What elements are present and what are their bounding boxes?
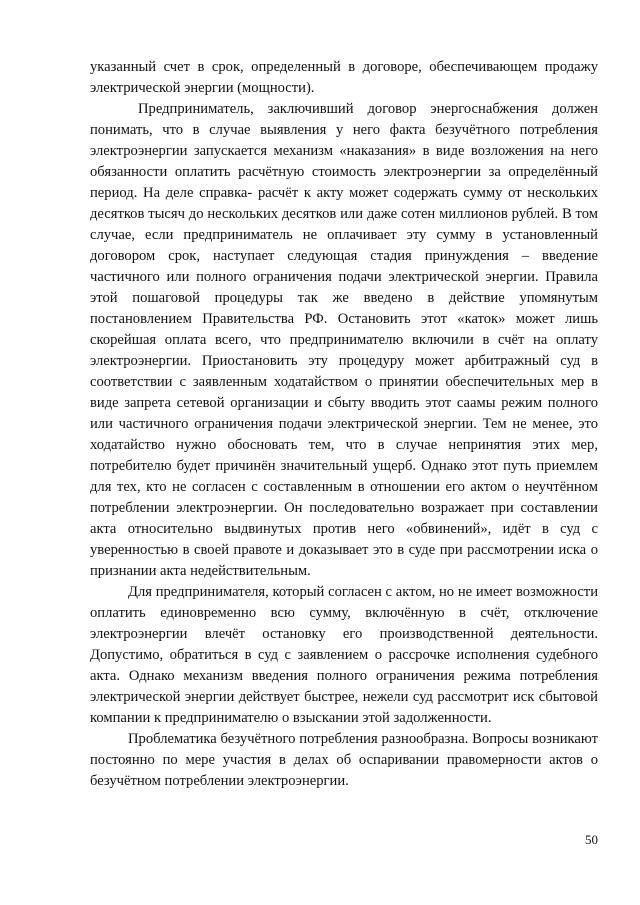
paragraph-problematics: Проблематика безучётного потребления разнообразна. Вопросы возникают постоянно по мере участия в делах об оспаривании правомерности актов о безучётном потреблении электроэнергии.: [90, 731, 598, 789]
body-text: [90, 57, 598, 792]
paragraph-continuation: указанный счет в срок, определенный в договоре, обеспечивающем продажу электрической энергии (мощности).: [90, 59, 598, 96]
page-number: 50: [585, 832, 598, 847]
paragraph-entrepreneur-contract: Предприниматель, заключивший договор энергоснабжения должен понимать, что в случае выявления у него факта безучётного потребления электроэнергии запускается механизм «наказания» в виде возложения на него обязанности оплатить расчётную стоимость электроэнергии за определённый период. На деле справка- расчёт к акту может содержать сумму от нескольких десятков тысяч до нескольких десятков или даже сотен миллионов рублей. В том случае, если предприниматель не оплачивает эту сумму в установленный договором срок, наступает следующая стадия принуждения – введение частичного или полного ограничения подачи электрической энергии. Правила этой пошаговой процедуры так же введено в действие упомянутым постановлением Правительства РФ. Остановить этот «каток» может лишь скорейшая оплата всего, что предпринимателю включили в счёт на оплату электроэнергии. Приостановить эту процедуру может арбитражный суд в соответствии с заявленным ходатайством о принятии обеспечительных мер в виде запрета сетевой организации и сбыту вводить этот саамы режим полного или частичного ограничения подачи электрической энергии. Тем не менее, это ходатайство нужно обосновать тем, что в случае непринятия этих мер, потребителю будет причинён значительный ущерб. Однако этот путь приемлем для тех, кто не согласен с составленным в отношении его актом о неучтённом потреблении электроэнергии. Он последовательно возражает при составлении акта относительно выдвинутых против него «обвинений», идёт в суд с уверенностью в своей правоте и доказывает это в суде при рассмотрении иска о признании акта недействительным.: [90, 101, 598, 579]
paragraph-entrepreneur-agrees: Для предпринимателя, который согласен с актом, но не имеет возможности оплатить единовременно всю сумму, включённую в счёт, отключение электроэнергии влечёт остановку его производственной деятельности. Допустимо, обратиться в суд с заявлением о рассрочке исполнения судебного акта. Однако механизм введения полного ограничения режима потребления электрической энергии действует быстрее, нежели суд рассмотрит иск сбытовой компании к предпринимателю о взыскании этой задолженности.: [90, 584, 598, 726]
